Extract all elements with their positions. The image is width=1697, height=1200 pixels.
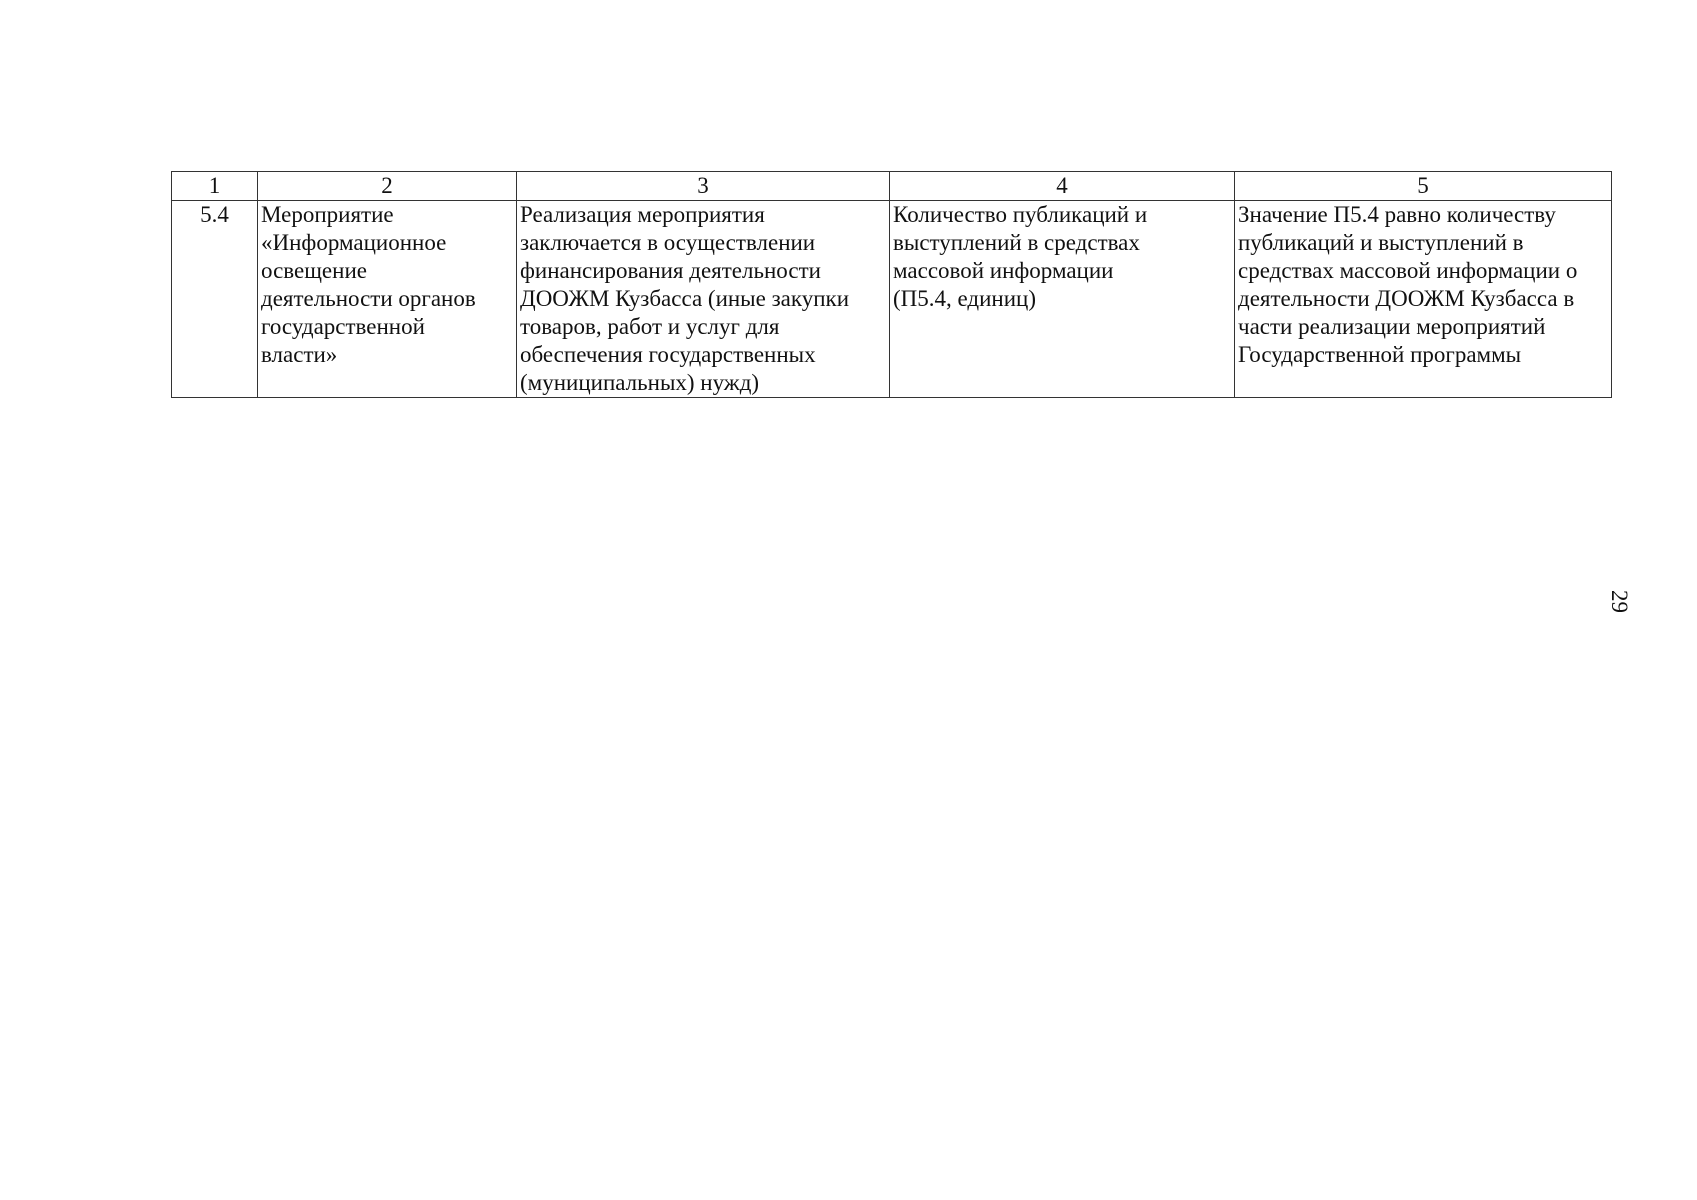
measure-description-line: ДООЖМ Кузбасса (иные закупки — [520, 286, 850, 311]
measure-name-line: Мероприятие — [261, 202, 394, 227]
indicator-line: массовой информации — [893, 258, 1114, 283]
header-col-3: 3 — [517, 172, 890, 201]
calculation-method-cell — [1235, 201, 1612, 398]
calculation-method-line: публикаций и выступлений в — [1238, 230, 1524, 255]
measure-name-line: государственной — [261, 314, 425, 339]
row-number: 5.4 — [172, 201, 258, 398]
calculation-method-line: средствах массовой информации о — [1238, 258, 1578, 283]
header-col-2: 2 — [258, 172, 517, 201]
table-row — [172, 201, 1612, 398]
measure-description-line: (муниципальных) нужд) — [520, 370, 760, 395]
table-header — [172, 172, 1612, 201]
calculation-method-line: части реализации мероприятий — [1238, 314, 1546, 339]
page-number: 29 — [1607, 590, 1632, 613]
measure-description-cell — [517, 201, 890, 398]
measure-name-line: власти» — [261, 342, 338, 367]
measure-description-line: товаров, работ и услуг для — [520, 314, 780, 339]
measure-name-line: «Информационное — [261, 230, 447, 255]
calculation-method-line: Значение П5.4 равно количеству — [1238, 202, 1556, 227]
measure-description-line: обеспечения государственных — [520, 342, 816, 367]
header-col-5: 5 — [1235, 172, 1612, 201]
calculation-method-line: Государственной программы — [1238, 342, 1522, 367]
header-col-4: 4 — [890, 172, 1235, 201]
measure-description-line: Реализация мероприятия — [520, 202, 765, 227]
measure-name-cell — [258, 201, 517, 398]
indicator-line: (П5.4, единиц) — [893, 286, 1037, 311]
indicator-line: Количество публикаций и — [893, 202, 1148, 227]
measures-table — [171, 171, 1612, 398]
calculation-method-line: деятельности ДООЖМ Кузбасса в — [1238, 286, 1575, 311]
header-row — [172, 172, 1612, 201]
measure-name-line: деятельности органов — [261, 286, 476, 311]
header-col-1: 1 — [172, 172, 258, 201]
measure-name-line: освещение — [261, 258, 367, 283]
indicator-line: выступлений в средствах — [893, 230, 1140, 255]
measure-description-line: финансирования деятельности — [520, 258, 821, 283]
indicator-cell — [890, 201, 1235, 398]
measure-description-line: заключается в осуществлении — [520, 230, 816, 255]
